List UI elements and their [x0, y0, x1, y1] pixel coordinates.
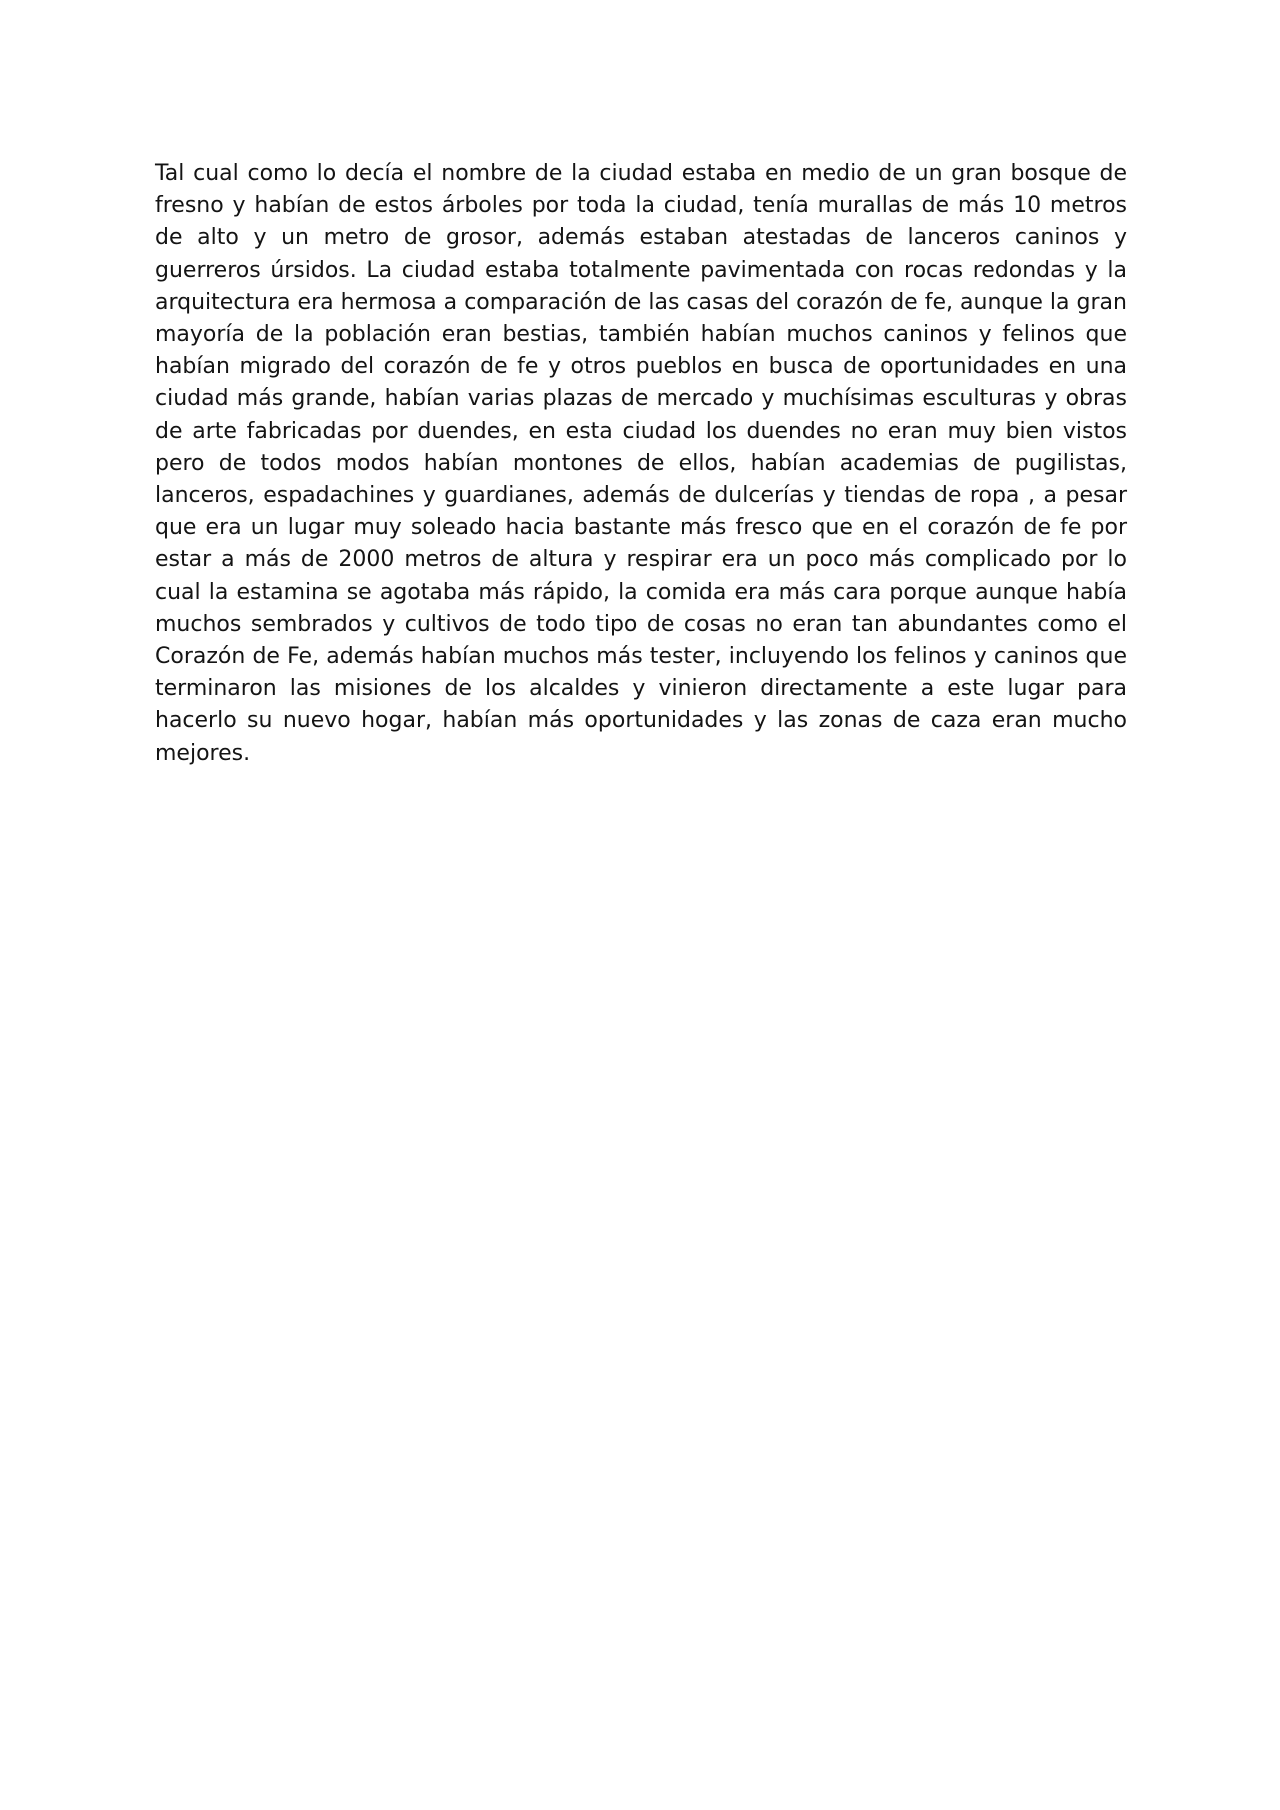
body-paragraph: Tal cual como lo decía el nombre de la ciudad estaba en medio de un gran bosque de fresno y habían de estos árboles por toda la ciudad, tenía murallas de más 10 metros de alto y un metro de grosor, además estaban atestadas de lanceros caninos y guerreros úrsidos. La ciudad estaba totalmente pavimentada con rocas redondas y la arquitectura era hermosa a comparación de las casas del corazón de fe, aunque la gran mayoría de la población eran bestias, también habían muchos caninos y felinos que habían migrado del corazón de fe y otros pueblos en busca de oportunidades en una ciudad más grande, habían varias plazas de mercado y muchísimas esculturas y obras de arte fabricadas por duendes, en esta ciudad los duendes no eran muy bien vistos pero de todos modos habían montones de ellos, habían academias de pugilistas, lanceros, espadachines y guardianes, además de dulcerías y tiendas de ropa , a pesar que era un lugar muy soleado hacia bastante más fresco que en el corazón de fe por estar a más de 2000 metros de altura y respirar era un poco más complicado por lo cual la estamina se agotaba más rápido, la comida era más cara porque aunque había muchos sembrados y cultivos de todo tipo de cosas no eran tan abundantes como el Corazón de Fe, además habían muchos más tester, incluyendo los felinos y caninos que terminaron las misiones de los alcaldes y vinieron directamente a este lugar para hacerlo su nuevo hogar, habían más oportunidades y las zonas de caza eran mucho mejores. — [155, 161, 1127, 766]
